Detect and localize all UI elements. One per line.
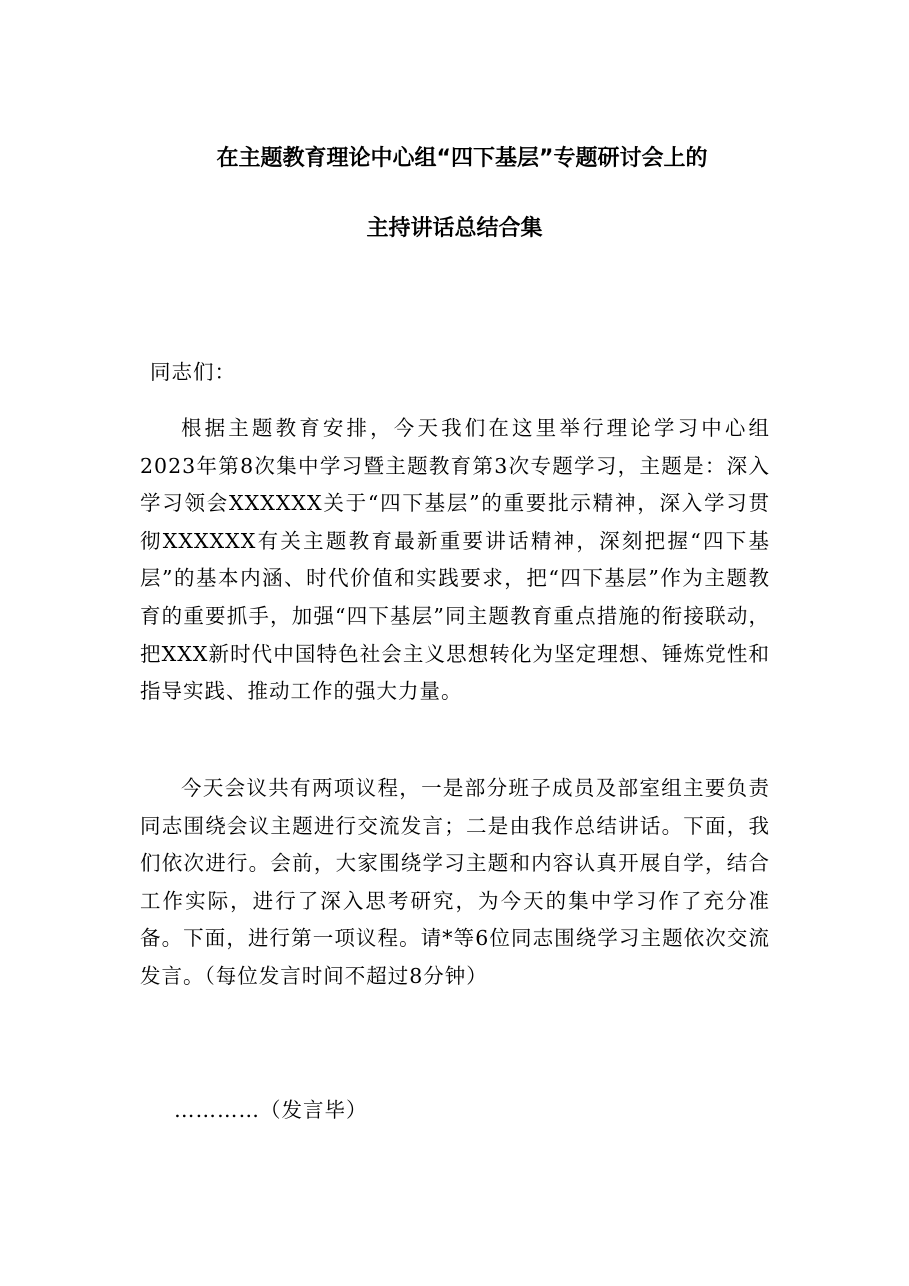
paragraph-2: 今天会议共有两项议程，一是部分班子成员及部室组主要负责同志围绕会议主题进行交流发言；二是由我作总结讲话。下面，我们依次进行。会前，大家围绕学习主题和内容认真开展自学，结合工作实际，进行了深入思考研究，为今天的集中学习作了充分准备。下面，进行第一项议程。请*等6位同志围绕学习主题依次交流发言。（每位发言时间不超过8分钟）	[140, 776, 770, 988]
paragraph-1: 根据主题教育安排，今天我们在这里举行理论学习中心组2023年第8次集中学习暨主题教育第3次专题学习，主题是：深入学习领会XXXXXX关于“四下基层”的重要批示精神，深入学习贯彻XXXXXX有关主题教育最新重要讲话精神，深刻把握“四下基层”的基本内涵、时代价值和实践要求，把“四下基层”作为主题教育的重要抓手，加强“四下基层”同主题教育重点措施的衔接联动，把XXX新时代中国特色社会主义思想转化为坚定理想、锤炼党性和指导实践、推动工作的强大力量。	[140, 416, 770, 704]
document-title-line-1: 在主题教育理论中心组“四下基层”专题研讨会上的	[216, 146, 708, 171]
document-title-line-2: 主持讲话总结合集	[366, 216, 543, 241]
paragraph-3: …………（发言毕）	[174, 1098, 368, 1122]
salutation: 同志们：	[150, 360, 236, 384]
